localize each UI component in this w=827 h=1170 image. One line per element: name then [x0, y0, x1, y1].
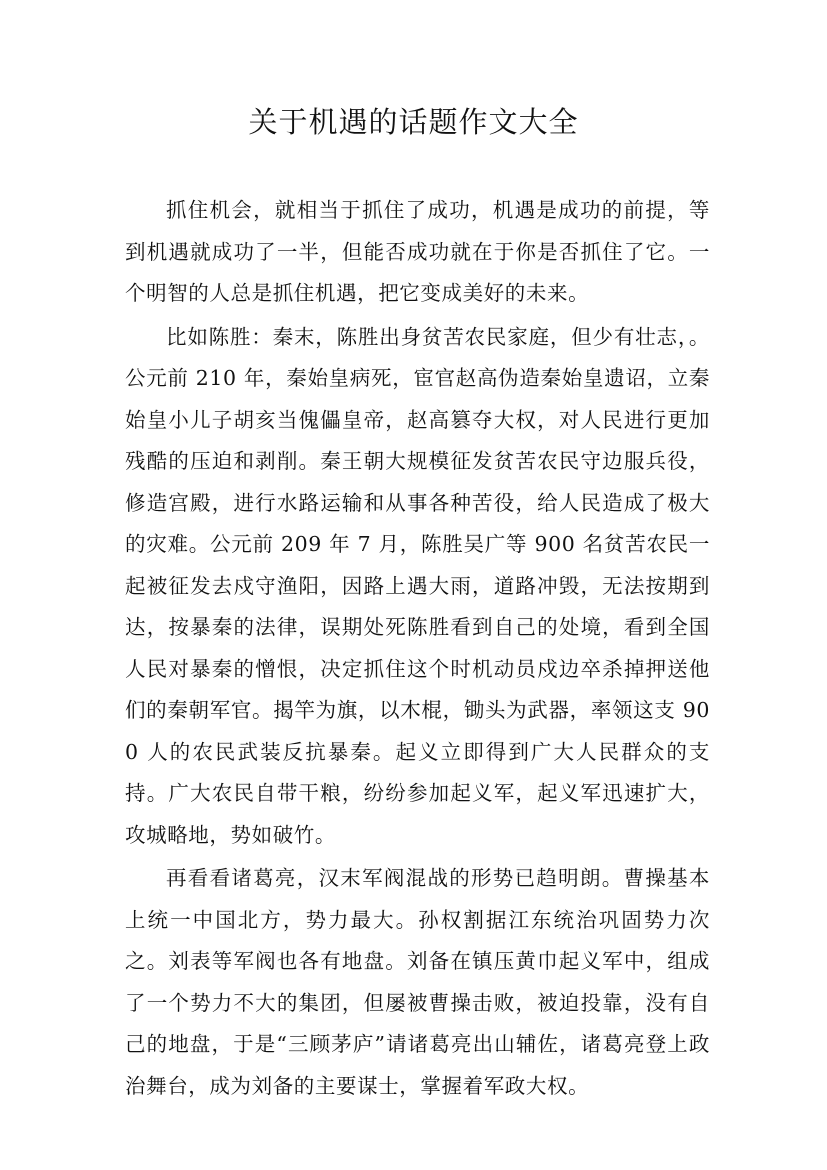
document-body [125, 190, 710, 1109]
paragraph-intro: 抓住机会，就相当于抓住了成功，机遇是成功的前提，等到机遇就成功了一半，但能否成功就在于你是否抓住了它。一个明智的人总是抓住机遇，把它变成美好的未来。 [125, 198, 710, 305]
paragraph-chen-sheng: 比如陈胜：秦末，陈胜出身贫苦农民家庭，但少有壮志，。公元前 210 年，秦始皇病死，宦官赵高伪造秦始皇遗诏，立秦始皇小儿子胡亥当傀儡皇帝，赵高篡夺大权，对人民进行更加残酷的压迫和剥削。秦王朝大规模征发贫苦农民守边服兵役，修造宫殿，进行水路运输和从事各种苦役，给人民造成了极大的灾难。公元前 209 年 7 月，陈胜吴广等 900 名贫苦农民一起被征发去戍守渔阳，因路上遇大雨，道路冲毁，无法按期到达，按暴秦的法律，误期处死陈胜看到自己的处境，看到全国人民对暴秦的憎恨，决定抓住这个时机动员戍边卒杀掉押送他们的秦朝军官。揭竿为旗，以木棍，锄头为武器，率领这支 900 人的农民武装反抗暴秦。起义立即得到广大人民群众的支持。广大农民自带干粮，纷纷参加起义军，起义军迅速扩大，攻城略地，势如破竹。 [125, 324, 710, 847]
document-title: 关于机遇的话题作文大全 [248, 105, 579, 139]
paragraph-zhuge-liang: 再看看诸葛亮，汉末军阀混战的形势已趋明朗。曹操基本上统一中国北方，势力最大。孙权割据江东统治巩固势力次之。刘表等军阀也各有地盘。刘备在镇压黄巾起义军中，组成了一个势力不大的集团，但屡被曹操击败，被迫投靠，没有自己的地盘，于是“三顾茅庐”请诸葛亮出山辅佐，诸葛亮登上政治舞台，成为刘备的主要谋士，掌握着军政大权。 [125, 866, 710, 1098]
